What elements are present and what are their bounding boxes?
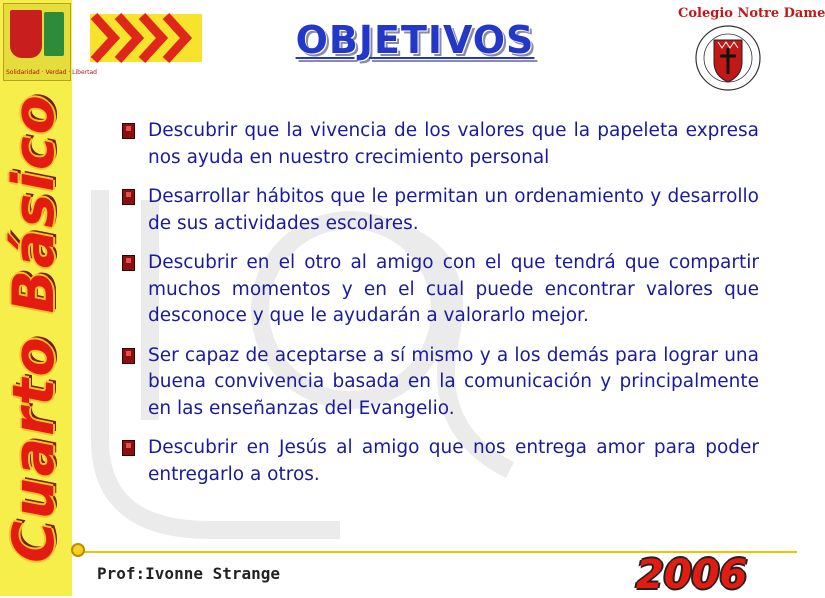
crest-red-shield — [10, 10, 42, 58]
square-bullet-icon — [122, 189, 135, 205]
school-crest-icon — [678, 6, 825, 94]
objective-item — [118, 435, 759, 488]
school-name: Colegio Notre Dame — [678, 6, 825, 21]
objective-text: Descubrir en el otro al amigo con el que tendrá que compartir muchos momentos y en el cual puede encontrar valores que desconoce y que le ayudarán a valorarlo mejor. — [148, 252, 759, 326]
objective-text: Descubrir en Jesús al amigo que nos entrega amor para poder entregarlo a otros. — [148, 437, 759, 485]
objective-item — [118, 184, 759, 237]
author-name: Prof:Ivonne Strange — [97, 564, 281, 583]
objective-item — [118, 250, 759, 330]
objective-text: Ser capaz de aceptarse a sí mismo y a los demás para lograr una buena convivencia basada en la comunicación y principalmente en las enseñanzas del Evangelio. — [148, 344, 759, 419]
crest-logo — [3, 3, 97, 81]
footer-dot-icon — [71, 543, 85, 557]
chevron-decoration-icon — [90, 14, 202, 62]
svg-text:· · ·: · · · — [724, 88, 732, 94]
objective-text: Desarrollar hábitos que le permitan un ordenamiento y desarrollo de sus actividades escolares. — [148, 186, 759, 234]
objective-item — [118, 118, 759, 171]
grade-title: Cuarto Básico — [1, 93, 67, 563]
square-bullet-icon — [122, 123, 135, 139]
school-crest-logo — [678, 6, 825, 94]
objective-text: Descubrir que la vivencia de los valores que la papeleta expresa nos ayuda en nuestro crecimiento personal — [148, 120, 759, 168]
square-bullet-icon — [122, 255, 135, 271]
square-bullet-icon — [122, 348, 135, 364]
objective-item — [118, 343, 759, 423]
year-label: 2006 — [636, 552, 748, 598]
crest-green-shield — [44, 12, 64, 56]
crest-motto: Solidaridad · Verdad · Libertad — [6, 69, 97, 76]
square-bullet-icon — [122, 440, 135, 456]
page-title: OBJETIVOS — [295, 18, 535, 62]
objectives-list — [118, 118, 759, 501]
